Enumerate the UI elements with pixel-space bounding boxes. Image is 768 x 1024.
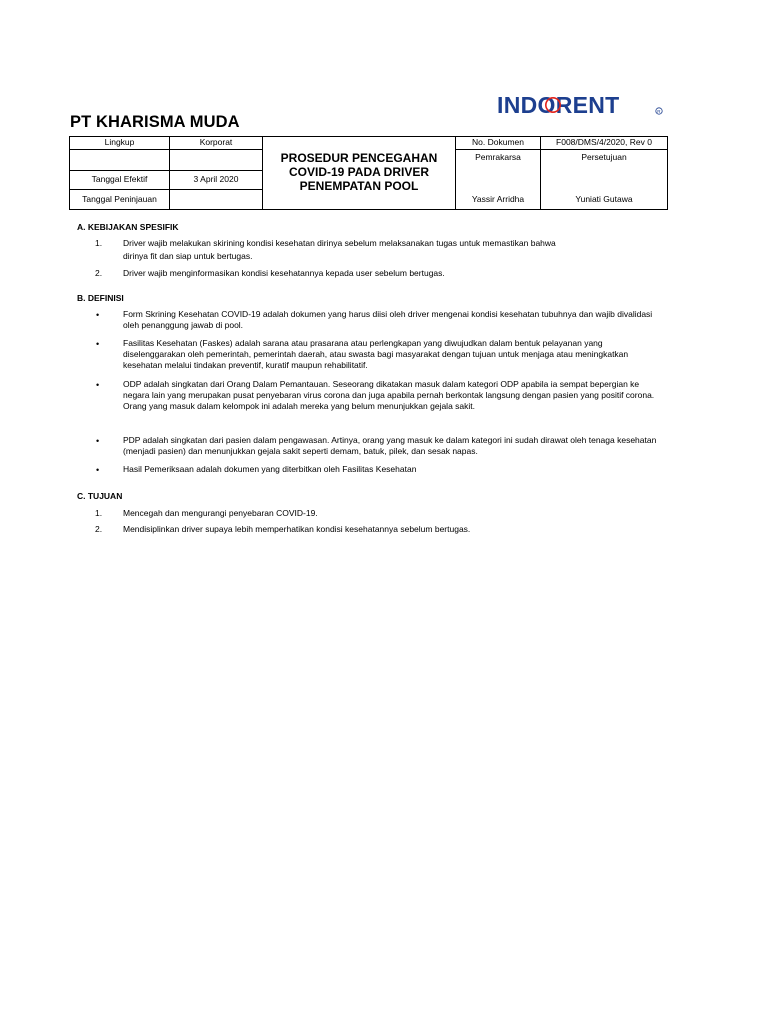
list-marker: 2. xyxy=(95,524,103,534)
logo-wordmark: INDORENT xyxy=(497,92,620,118)
pemrakarsa-cell xyxy=(456,150,541,210)
list-item: PDP adalah singkatan dari pasien dalam pengawasan. Artinya, orang yang masuk ke dalam kategori ini sudah dirawat oleh tenaga kesehatan (menjadi pasien) dan menunjukkan gejala sakit seperti demam, batuk, pilek, dan sesak napas. xyxy=(123,435,657,456)
bullet-icon: • xyxy=(96,310,100,320)
section-a-heading: A. KEBIJAKAN SPESIFIK xyxy=(77,222,179,232)
section-c-heading: C. TUJUAN xyxy=(77,491,123,501)
list-item: Fasilitas Kesehatan (Faskes) adalah sarana atau prasarana atau perlengkapan yang diwujudkan dalam bentuk pelayanan yang diselenggarakan oleh pemerintah, pemerintah daerah, atau swasta bagi masyarakat dengan tujuan untuk menjaga atau meningkatkan kesehatan melalui tindakan preventif, kuratif maupun rehabilitatif. xyxy=(123,338,629,370)
indorent-logo xyxy=(497,92,665,118)
persetujuan-name: Yuniati Gutawa xyxy=(575,194,633,205)
document-title: PROSEDUR PENCEGAHAN COVID-19 PADA DRIVER PENEMPATAN POOL xyxy=(263,137,456,210)
bullet-icon: • xyxy=(96,465,100,475)
section-b-heading: B. DEFINISI xyxy=(77,293,124,303)
bullet-icon: • xyxy=(96,339,100,349)
list-marker: 1. xyxy=(95,238,103,248)
document-header-table xyxy=(69,136,668,210)
tanggal-peninjauan-label: Tanggal Peninjauan xyxy=(70,190,170,210)
list-item: Mendisiplinkan driver supaya lebih memperhatikan kondisi kesehatannya sebelum bertugas. xyxy=(123,524,471,534)
list-marker: 2. xyxy=(95,268,103,278)
persetujuan-label: Persetujuan xyxy=(581,152,627,162)
empty-cell xyxy=(70,150,170,171)
tanggal-peninjauan-value xyxy=(170,190,263,210)
empty-cell xyxy=(170,150,263,171)
lingkup-label: Lingkup xyxy=(70,137,170,150)
bullet-icon: • xyxy=(96,436,100,446)
list-item: Mencegah dan mengurangi penyebaran COVID-19. xyxy=(123,508,318,518)
list-item: Driver wajib melakukan skirining kondisi kesehatan dirinya sebelum melaksanakan tugas untuk memastikan bahwa xyxy=(123,238,556,248)
list-item: ODP adalah singkatan dari Orang Dalam Pemantauan. Seseorang dikatakan masuk dalam kategori ODP apabila ia sempat bepergian ke negara lain yang merupakan pusat penyebaran virus corona dan juga apabila pernah berkontak langsung dengan pasien yang positif corona. Orang yang masuk dalam kelompok ini adalah mereka yang belum menunjukkan gejala sakit. xyxy=(123,379,655,411)
registered-mark-letter: R xyxy=(657,108,661,114)
persetujuan-cell xyxy=(541,150,668,210)
company-name: PT KHARISMA MUDA xyxy=(70,113,240,131)
pemrakarsa-name: Yassir Arridha xyxy=(471,194,525,205)
list-item: Driver wajib menginformasikan kondisi kesehatannya kepada user sebelum bertugas. xyxy=(123,268,445,278)
list-item-continuation: dirinya fit dan siap untuk bertugas. xyxy=(123,251,253,261)
lingkup-value: Korporat xyxy=(170,137,263,150)
list-item: Form Skrining Kesehatan COVID-19 adalah dokumen yang harus diisi oleh driver mengenai kondisi kesehatan tubuhnya dan wajib divalidasi oleh penanggung jawab di pool. xyxy=(123,309,653,330)
pemrakarsa-label: Pemrakarsa xyxy=(475,152,521,162)
tanggal-efektif-label: Tanggal Efektif xyxy=(70,170,170,190)
list-item: Hasil Pemeriksaan adalah dokumen yang diterbitkan oleh Fasilitas Kesehatan xyxy=(123,464,417,474)
list-marker: 1. xyxy=(95,508,103,518)
bullet-icon: • xyxy=(96,380,100,390)
no-dokumen-label: No. Dokumen xyxy=(456,137,541,150)
no-dokumen-value: F008/DMS/4/2020, Rev 0 xyxy=(541,137,668,150)
tanggal-efektif-value: 3 April 2020 xyxy=(170,170,263,190)
